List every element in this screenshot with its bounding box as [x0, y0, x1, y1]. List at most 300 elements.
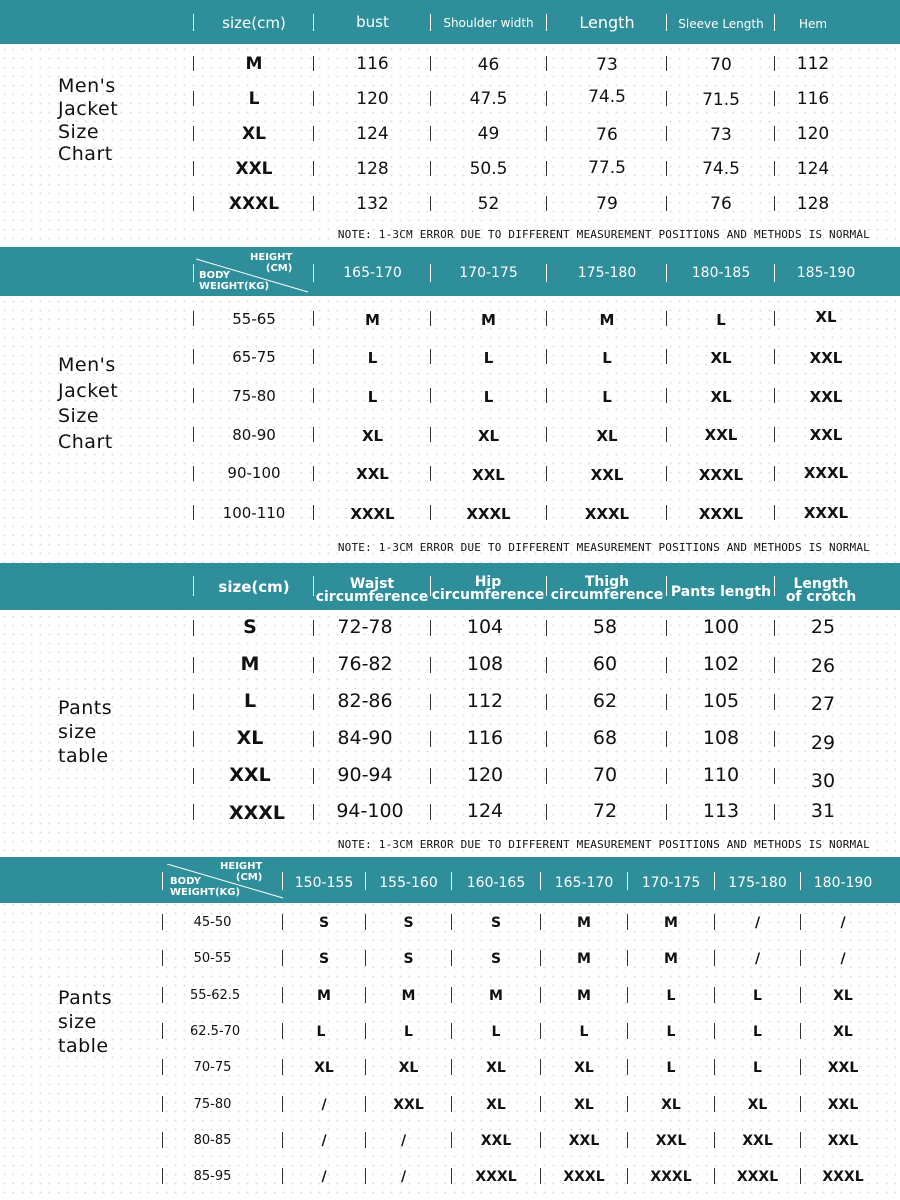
table-cell: 31 — [810, 800, 836, 822]
table-cell: XL — [574, 1060, 594, 1076]
table-cell: 62.5-70 — [190, 1024, 241, 1039]
row-divider — [666, 311, 667, 326]
row-divider — [313, 349, 314, 364]
column-header: 185-190 — [796, 265, 856, 281]
table-cell: / — [321, 1169, 327, 1185]
table-cell: 70 — [592, 764, 618, 786]
row-divider — [162, 1132, 163, 1148]
table-cell: 60 — [592, 653, 618, 675]
row-divider — [546, 161, 547, 176]
table-cell: 29 — [810, 732, 836, 754]
row-divider — [666, 731, 667, 747]
row-divider — [193, 388, 194, 403]
table-cell: 62 — [592, 690, 618, 712]
table-cell: 80-90 — [232, 426, 276, 444]
table-cell: 55-62.5 — [190, 988, 241, 1003]
table-cell: 108 — [702, 727, 740, 749]
column-header: Length of crotch — [785, 576, 857, 605]
table-cell: L — [248, 89, 260, 109]
row-divider — [774, 427, 775, 442]
table-cell: 77.5 — [588, 158, 626, 178]
row-divider — [313, 657, 314, 673]
table-cell: 120 — [466, 764, 504, 786]
table-cell: 70 — [710, 55, 732, 75]
table-cell: L — [716, 311, 726, 329]
table-cell: 71.5 — [702, 90, 740, 110]
row-divider — [313, 126, 314, 141]
row-divider — [774, 56, 775, 71]
row-divider — [666, 466, 667, 481]
table-cell: 124 — [796, 159, 830, 179]
row-divider — [774, 620, 775, 636]
table-cell: L — [491, 1024, 501, 1040]
table-cell: XXXL — [350, 505, 395, 523]
table-cell: 76 — [710, 194, 732, 214]
row-divider — [546, 427, 547, 442]
table-cell: 100-110 — [222, 504, 286, 522]
table-cell: 116 — [356, 54, 389, 74]
column-header: 180-185 — [691, 265, 751, 281]
table-cell: L — [579, 1024, 589, 1040]
column-header: 160-165 — [466, 875, 526, 891]
column-header: 180-190 — [813, 875, 873, 891]
column-header: Hip circumference — [431, 574, 545, 603]
table-cell: XXL — [590, 466, 624, 484]
table-cell: M — [481, 311, 496, 329]
row-divider — [193, 505, 194, 520]
table-cell: M — [664, 915, 678, 931]
table-cell: 50.5 — [469, 159, 508, 179]
row-divider — [774, 311, 775, 326]
table-cell: 73 — [596, 55, 618, 75]
table-cell: XXL — [356, 465, 389, 483]
row-divider — [774, 91, 775, 106]
table-cell: 94-100 — [336, 800, 404, 822]
table-cell: 45-50 — [193, 915, 232, 930]
header-divider — [666, 264, 667, 282]
row-divider — [546, 311, 547, 326]
table-cell: 75-80 — [193, 1097, 232, 1112]
row-divider — [666, 694, 667, 710]
row-divider — [162, 950, 163, 966]
table-cell: 74.5 — [702, 159, 740, 179]
table-cell: L — [483, 388, 494, 406]
row-divider — [313, 388, 314, 403]
table-cell: 76-82 — [337, 653, 393, 675]
table-cell: XXXL — [822, 1169, 864, 1185]
header-divider — [162, 872, 163, 890]
table-cell: S — [403, 951, 414, 967]
table-cell: XL — [596, 427, 618, 445]
table-cell: XXL — [827, 1097, 859, 1113]
header-divider — [666, 14, 667, 31]
table-cell: XXL — [809, 349, 843, 367]
header-divider — [193, 14, 194, 31]
header-divider — [774, 264, 775, 282]
table-cell: 79 — [596, 194, 618, 214]
table-cell: 128 — [356, 159, 389, 179]
table-cell: L — [367, 388, 378, 406]
column-header: 175-180 — [728, 875, 787, 891]
table-cell: XL — [236, 727, 264, 749]
table-cell: XXXL — [228, 194, 280, 214]
table-cell: / — [321, 1133, 327, 1149]
row-divider — [546, 620, 547, 636]
row-divider — [193, 311, 194, 326]
table-cell: XXXL — [803, 504, 849, 522]
note-text: NOTE: 1-3CM ERROR DUE TO DIFFERENT MEASUREMENT POSITIONS AND METHODS IS NORMAL — [337, 838, 870, 851]
header-divider — [193, 576, 194, 596]
row-divider — [193, 620, 194, 636]
table-cell: XL — [661, 1097, 681, 1113]
row-divider — [546, 804, 547, 820]
table-cell: 112 — [466, 690, 504, 712]
row-divider — [193, 768, 194, 784]
row-divider — [666, 804, 667, 820]
row-divider — [162, 1059, 163, 1075]
row-divider — [313, 161, 314, 176]
header-divider — [546, 264, 547, 282]
table-cell: XXL — [229, 764, 271, 786]
row-divider — [313, 768, 314, 784]
table-cell: 85-95 — [193, 1169, 232, 1184]
row-divider — [313, 196, 314, 211]
table-cell: XL — [477, 427, 500, 445]
row-divider — [313, 91, 314, 106]
table-cell: L — [666, 1024, 676, 1040]
table-cell: XXL — [393, 1097, 424, 1113]
table-cell: 30 — [810, 770, 836, 792]
row-divider — [666, 56, 667, 71]
table-cell: XL — [398, 1060, 419, 1076]
table-cell: XXL — [235, 159, 273, 179]
table-cell: S — [243, 616, 257, 638]
row-divider — [666, 657, 667, 673]
table-cell: L — [602, 388, 612, 406]
table-cell: L — [753, 1060, 762, 1076]
row-divider — [666, 768, 667, 784]
row-divider — [546, 196, 547, 211]
column-header: 170-175 — [641, 875, 701, 891]
row-divider — [666, 91, 667, 106]
table-cell: M — [577, 988, 591, 1004]
table-cell: 58 — [592, 616, 618, 638]
table-cell: XXL — [568, 1133, 600, 1149]
table-cell: XL — [486, 1060, 506, 1076]
header-divider — [313, 14, 314, 31]
row-divider — [546, 126, 547, 141]
row-divider — [774, 161, 775, 176]
table-cell: M — [489, 988, 503, 1004]
table-cell: XXL — [742, 1133, 773, 1149]
table-cell: 104 — [466, 616, 504, 638]
table-cell: 65-75 — [232, 348, 276, 366]
row-divider — [193, 427, 194, 442]
column-header: Thigh circumference — [550, 574, 664, 603]
table-cell: 49 — [477, 124, 500, 144]
table-cell: L — [404, 1024, 413, 1040]
row-divider — [666, 161, 667, 176]
row-divider — [193, 657, 194, 673]
table-cell: XXXL — [736, 1169, 779, 1185]
table-cell: 100 — [702, 616, 740, 638]
table-cell: / — [400, 1169, 407, 1185]
table-cell: / — [754, 915, 761, 931]
table-cell: XXXL — [475, 1169, 517, 1185]
column-header: Sleeve Length — [678, 17, 764, 31]
row-divider — [313, 804, 314, 820]
row-divider — [774, 466, 775, 481]
table-cell: 72-78 — [337, 616, 393, 638]
table-cell: / — [400, 1133, 407, 1149]
table-cell: XL — [314, 1060, 334, 1076]
table-cell: S — [318, 915, 330, 931]
table-cell: XXXL — [803, 464, 849, 482]
row-divider — [546, 768, 547, 784]
table-cell: XL — [833, 1024, 853, 1040]
row-divider — [774, 694, 775, 710]
table-cell: L — [666, 1060, 676, 1076]
table-cell: / — [321, 1097, 327, 1113]
row-divider — [666, 388, 667, 403]
corner-weight-label: BODY WEIGHT(KG) — [170, 876, 241, 898]
row-divider — [774, 657, 775, 673]
corner-height-label: HEIGHT (CM) — [220, 861, 263, 883]
row-divider — [546, 349, 547, 364]
row-divider — [313, 427, 314, 442]
row-divider — [313, 620, 314, 636]
table-cell: M — [664, 951, 678, 967]
row-divider — [162, 1023, 163, 1039]
table-cell: XXXL — [228, 802, 286, 824]
row-divider — [546, 91, 547, 106]
table-cell: XXXL — [466, 505, 511, 523]
table-cell: 90-94 — [337, 764, 393, 786]
row-divider — [546, 388, 547, 403]
table-cell: 116 — [796, 89, 830, 109]
row-divider — [193, 91, 194, 106]
row-divider — [162, 914, 163, 930]
row-divider — [774, 505, 775, 520]
table-cell: L — [367, 349, 378, 367]
row-divider — [774, 388, 775, 403]
table-cell: XL — [710, 388, 732, 406]
row-divider — [666, 126, 667, 141]
table-cell: 74.5 — [588, 87, 626, 107]
row-divider — [774, 126, 775, 141]
table-cell: XL — [815, 308, 837, 326]
table-cell: 84-90 — [337, 727, 393, 749]
table-cell: 113 — [702, 800, 740, 822]
row-divider — [193, 466, 194, 481]
table-cell: XXXL — [650, 1169, 692, 1185]
table-cell: M — [240, 653, 260, 675]
table-cell: 120 — [356, 89, 389, 109]
row-divider — [666, 427, 667, 442]
row-divider — [546, 694, 547, 710]
table-cell: XXXL — [698, 466, 744, 484]
column-header: Wajst circumference — [315, 576, 429, 605]
note-text: NOTE: 1-3CM ERROR DUE TO DIFFERENT MEASUREMENT POSITIONS AND METHODS IS NORMAL — [337, 541, 870, 554]
table-cell: 50-55 — [193, 951, 232, 966]
table-cell: 73 — [710, 125, 732, 145]
row-divider — [162, 1096, 163, 1112]
row-divider — [666, 620, 667, 636]
table-cell: / — [840, 915, 846, 931]
note-text: NOTE: 1-3CM ERROR DUE TO DIFFERENT MEASUREMENT POSITIONS AND METHODS IS NORMAL — [337, 228, 870, 241]
table-cell: 110 — [702, 764, 740, 786]
column-header: 165-170 — [554, 875, 614, 891]
table-cell: 68 — [592, 727, 618, 749]
table-cell: XXL — [809, 388, 843, 406]
table-cell: 105 — [702, 690, 740, 712]
table-cell: 47.5 — [469, 89, 508, 109]
table-cell: M — [599, 311, 615, 329]
table-cell: 80-85 — [193, 1133, 232, 1148]
row-divider — [666, 505, 667, 520]
table-cell: 112 — [796, 54, 830, 74]
row-divider — [313, 311, 314, 326]
table-cell: / — [840, 951, 846, 967]
column-header: Pants length — [670, 584, 772, 600]
table-cell: M — [401, 988, 416, 1004]
table-cell: / — [754, 951, 761, 967]
measurement-note — [0, 541, 900, 554]
table-cell: 124 — [466, 800, 504, 822]
row-divider — [193, 161, 194, 176]
table-cell: L — [483, 349, 494, 367]
measurement-note — [0, 838, 900, 851]
row-divider — [546, 466, 547, 481]
column-header: 170-175 — [459, 265, 518, 281]
header-divider — [774, 576, 775, 596]
table-cell: 70-75 — [193, 1060, 232, 1075]
table-cell: XL — [242, 124, 266, 144]
row-divider — [666, 196, 667, 211]
table-cell: 90-100 — [227, 464, 281, 482]
table-cell: M — [365, 311, 380, 329]
table-cell: 26 — [810, 655, 836, 677]
corner-height-label: HEIGHT (CM) — [250, 252, 293, 274]
table-cell: 25 — [810, 616, 836, 638]
table-cell: XL — [486, 1097, 506, 1113]
table-cell: 55-65 — [232, 310, 276, 328]
table-cell: S — [318, 951, 330, 967]
table-cell: 132 — [356, 194, 389, 214]
table-cell: XXL — [472, 466, 505, 484]
table-cell: L — [753, 1024, 762, 1040]
table-cell: S — [403, 915, 414, 931]
section-title: Men's Jacket Size Chart — [58, 75, 119, 166]
column-header: Length — [579, 13, 635, 32]
table-cell: 120 — [796, 124, 830, 144]
row-divider — [313, 731, 314, 747]
table-cell: M — [245, 54, 263, 74]
table-cell: 46 — [477, 55, 500, 75]
measurement-note — [0, 228, 900, 241]
table-cell: XL — [833, 988, 853, 1004]
row-divider — [193, 196, 194, 211]
row-divider — [193, 731, 194, 747]
table-cell: 76 — [596, 125, 618, 145]
row-divider — [193, 349, 194, 364]
table-cell: XXL — [480, 1133, 512, 1149]
row-divider — [193, 804, 194, 820]
row-divider — [666, 349, 667, 364]
column-header: 165-170 — [343, 265, 402, 281]
table-cell: 27 — [810, 693, 836, 715]
table-cell: 102 — [702, 653, 740, 675]
column-header: Hem — [798, 17, 828, 31]
table-cell: 124 — [356, 124, 389, 144]
table-cell: XL — [710, 349, 732, 367]
corner-weight-label: BODY WEIGHT(KG) — [199, 270, 270, 292]
row-divider — [546, 505, 547, 520]
table-cell: L — [666, 988, 676, 1004]
row-divider — [546, 56, 547, 71]
row-divider — [193, 126, 194, 141]
table-cell: S — [490, 915, 502, 931]
table-cell: M — [317, 988, 331, 1004]
row-divider — [313, 56, 314, 71]
row-divider — [774, 196, 775, 211]
table-cell: XXXL — [698, 505, 744, 523]
table-cell: XXL — [827, 1133, 859, 1149]
table-cell: XXL — [827, 1060, 859, 1076]
header-divider — [774, 14, 775, 31]
table-cell: L — [753, 988, 762, 1004]
row-divider — [313, 694, 314, 710]
table-cell: L — [243, 690, 257, 712]
table-cell: 75-80 — [232, 387, 276, 405]
table-cell: 72 — [592, 800, 618, 822]
column-header: size(cm) — [218, 578, 290, 596]
row-divider — [774, 731, 775, 747]
table-cell: XL — [747, 1097, 768, 1113]
row-divider — [193, 56, 194, 71]
table-cell: XL — [574, 1097, 594, 1113]
column-header: 150-155 — [294, 875, 354, 891]
table-cell: XXL — [655, 1133, 687, 1149]
table-cell: S — [490, 951, 502, 967]
table-cell: XL — [361, 427, 384, 445]
table-cell: L — [316, 1024, 326, 1040]
table-cell: 108 — [466, 653, 504, 675]
row-divider — [546, 657, 547, 673]
row-divider — [774, 768, 775, 784]
table-cell: XXL — [809, 426, 843, 444]
table-cell: 128 — [796, 194, 830, 214]
table-cell: L — [602, 349, 612, 367]
table-cell: 116 — [466, 727, 504, 749]
column-header: bust — [356, 13, 389, 31]
table-cell: M — [577, 951, 591, 967]
header-divider — [193, 264, 194, 282]
column-header: size(cm) — [222, 14, 286, 32]
table-cell: 82-86 — [337, 690, 393, 712]
table-cell: XXL — [704, 426, 738, 444]
column-header: 175-180 — [577, 265, 637, 281]
table-cell: XXXL — [563, 1169, 605, 1185]
table-cell: XXXL — [584, 505, 630, 523]
row-divider — [774, 349, 775, 364]
row-divider — [774, 804, 775, 820]
header-divider — [313, 264, 314, 282]
row-divider — [546, 731, 547, 747]
row-divider — [313, 466, 314, 481]
row-divider — [313, 505, 314, 520]
section-title: Men's Jacket Size Chart — [58, 354, 119, 453]
